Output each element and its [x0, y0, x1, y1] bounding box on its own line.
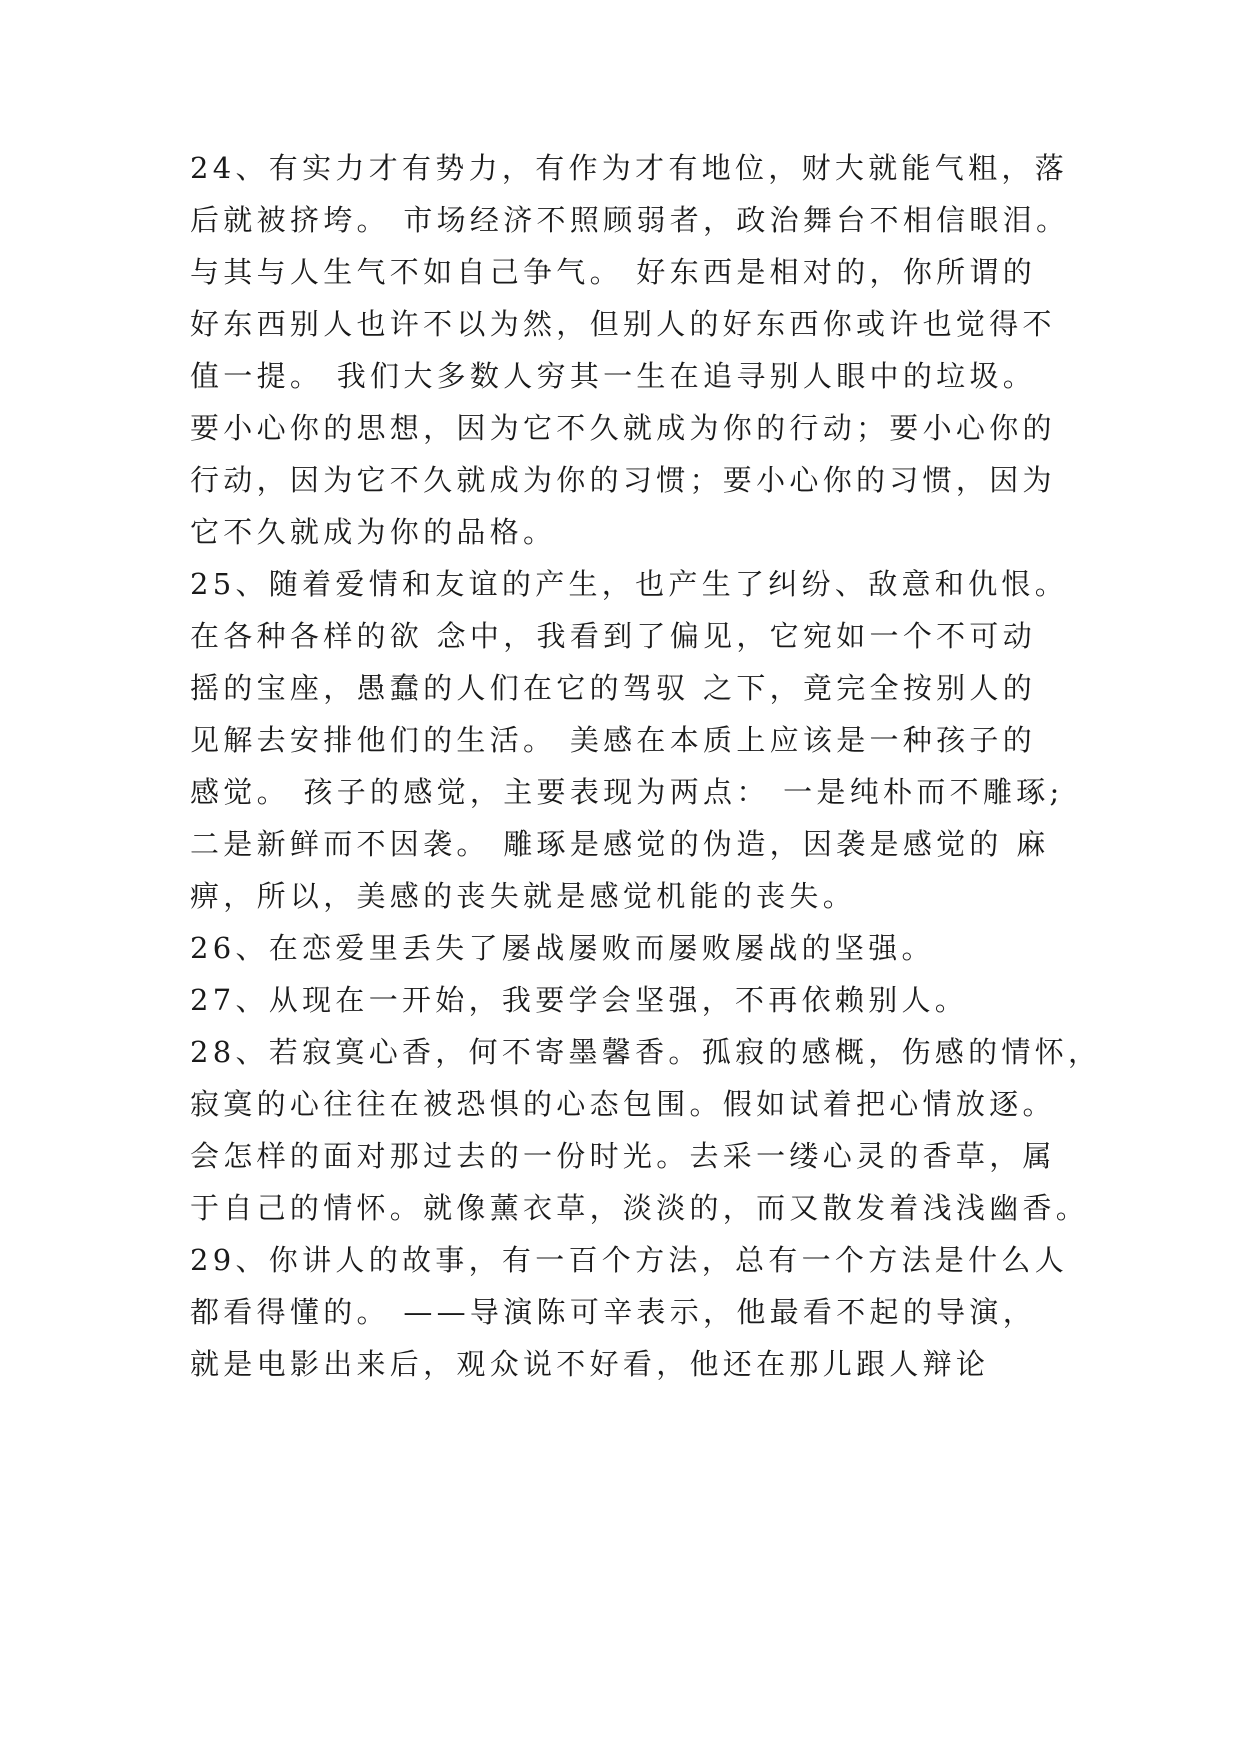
text-line: 值一提。 我们大多数人穷其一生在追寻别人眼中的垃圾。 — [190, 359, 1037, 393]
text-line: 在各种各样的欲 念中，我看到了偏见，它宛如一个不可动 — [190, 619, 1037, 653]
text-line: 于自己的情怀。就像薰衣草，淡淡的，而又散发着浅浅幽香。 — [190, 1191, 1090, 1225]
text-line: 行动，因为它不久就成为你的习惯；要小心你的习惯，因为 — [190, 463, 1056, 497]
text-line: 二是新鲜而不因袭。 雕琢是感觉的伪造，因袭是感觉的 麻 — [190, 827, 1050, 861]
text-line: 感觉。 孩子的感觉，主要表现为两点： 一是纯朴而不雕琢; — [190, 775, 1064, 809]
text-line: 28、若寂寞心香，何不寄墨馨香。孤寂的感概，伤感的情怀， — [190, 1035, 1102, 1069]
text-line: 都看得懂的。 ——导演陈可辛表示，他最看不起的导演， — [190, 1295, 1037, 1329]
text-line: 见解去安排他们的生活。 美感在本质上应该是一种孩子的 — [190, 723, 1037, 757]
text-line: 25、随着爱情和友谊的产生，也产生了纠纷、敌意和仇恨。 — [190, 567, 1069, 601]
text-line: 29、你讲人的故事，有一百个方法，总有一个方法是什么人 — [190, 1243, 1069, 1277]
text-line: 后就被挤垮。 市场经济不照顾弱者，政治舞台不相信眼泪。 — [190, 203, 1070, 237]
text-line: 26、在恋爱里丢失了屡战屡败而屡败屡战的坚强。 — [190, 931, 935, 965]
text-line: 它不久就成为你的品格。 — [190, 515, 557, 549]
text-line: 就是电影出来后，观众说不好看，他还在那儿跟人辩论 — [190, 1347, 990, 1381]
text-line: 24、有实力才有势力，有作为才有地位，财大就能气粗，落 — [190, 151, 1069, 185]
text-line: 痹，所以，美感的丧失就是感觉机能的丧失。 — [190, 879, 857, 913]
text-line: 要小心你的思想，因为它不久就成为你的行动；要小心你的 — [190, 411, 1056, 445]
text-line: 寂寞的心往往在被恐惧的心态包围。假如试着把心情放逐。 — [190, 1087, 1056, 1121]
text-line: 会怎样的面对那过去的一份时光。去采一缕心灵的香草，属 — [190, 1139, 1056, 1173]
text-line: 与其与人生气不如自己争气。 好东西是相对的，你所谓的 — [190, 255, 1037, 289]
document-page — [190, 0, 1102, 1754]
text-line: 摇的宝座，愚蠢的人们在它的驾驭 之下，竟完全按别人的 — [190, 671, 1037, 705]
text-line: 27、从现在一开始，我要学会坚强，不再依赖别人。 — [190, 983, 969, 1017]
text-line: 好东西别人也许不以为然，但别人的好东西你或许也觉得不 — [190, 307, 1056, 341]
